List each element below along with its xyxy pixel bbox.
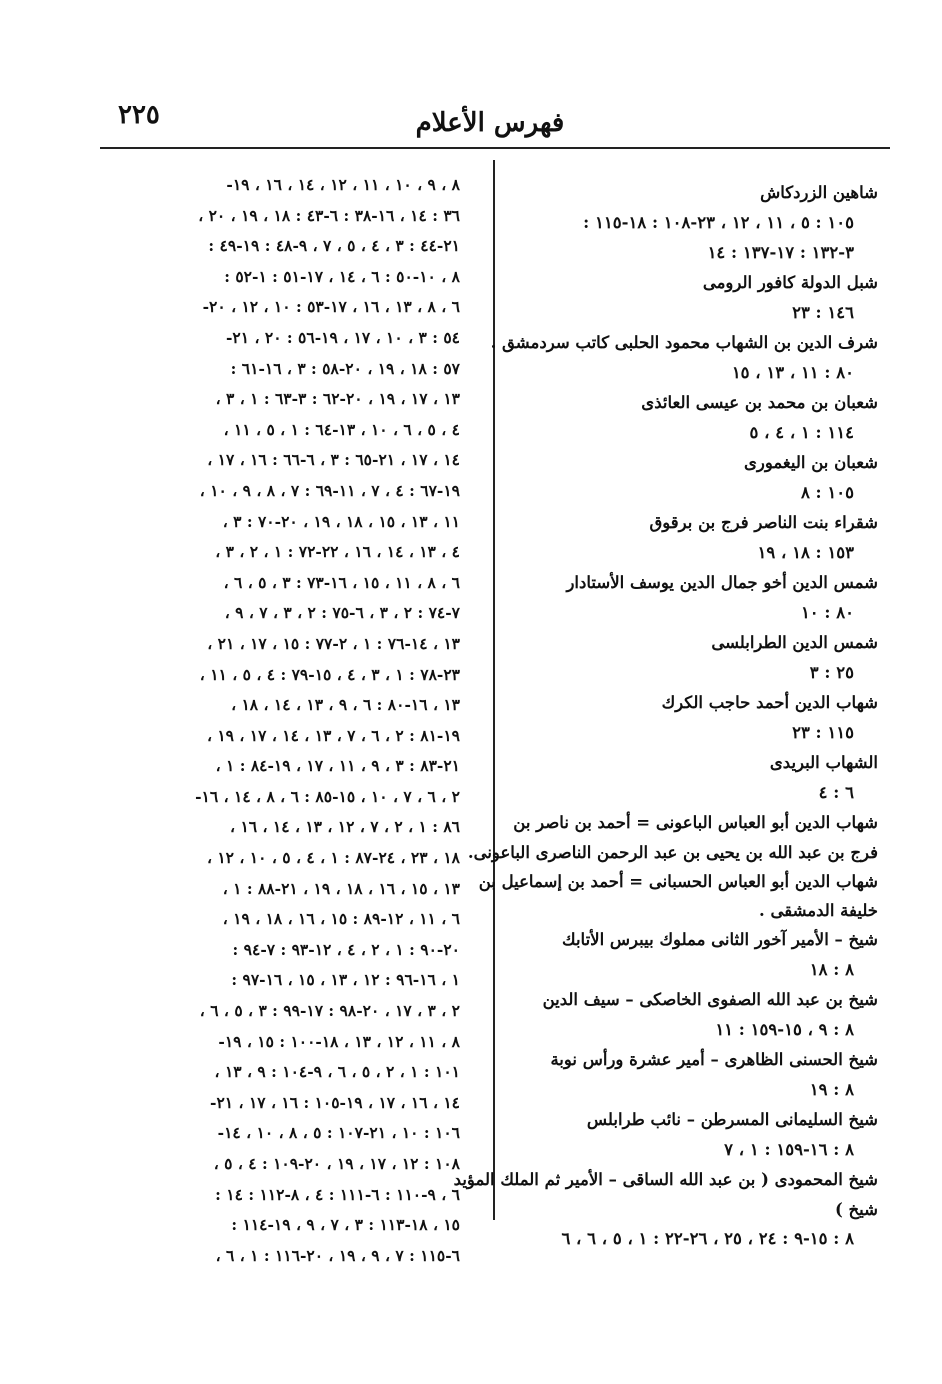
refs-line: ١٤ ، ١٧ ، ٢١-٦٥ : ٣ ، ٦-٦٦ : ١٦ ، ١٧ ، (207, 450, 460, 470)
refs-line: ٨ ، ١١ ، ١٢ ، ١٣ ، ١٨-١٠٠ : ١٥ ، ١٩- (218, 1031, 460, 1051)
refs-line: ١٠٦ : ١٠ ، ٢١-١٠٧ : ٥ ، ٨ ، ١٠ ، ١٤- (217, 1123, 460, 1143)
index-entry-continuation: فرج بن عبد الله بن يحيى بن عبد الرحمن الناصرى الباعونى. (467, 843, 878, 862)
refs-line: ٣٦ : ١٤ ، ١٦-٣٨ : ٦-٤٣ : ١٨ ، ١٩ ، ٢٠ ، (198, 205, 460, 225)
refs-line: ٥٧ : ١٨ ، ١٩ ، ٢٠-٥٨ : ٣ ، ١٦-٦١ : (230, 358, 460, 378)
refs-line: ٧-٧٤ : ٢ ، ٣ ، ٦-٧٥ : ٢ ، ٣ ، ٧ ، ٩ ، (224, 603, 460, 623)
index-entry-name: شهاب الدين أحمد حاجب الكرك (661, 693, 878, 712)
index-entry-name: شيخ – الأمير آخور الثانى مملوك بيبرس الأتابك (562, 930, 878, 949)
refs-line: ٦ ، ٨ ، ١١ ، ١٥ ، ١٦-٧٣ : ٣ ، ٥ ، ٦ ، (223, 572, 460, 592)
refs-line: ١٩-٦٧ : ٤ ، ٧ ، ١١-٦٩ : ٧ ، ٨ ، ٩ ، ١٠ ، (199, 480, 460, 500)
index-entry-refs: ١٥٣ : ١٨ ، ١٩ (757, 543, 854, 562)
index-entry-name: شمس الدين الطرابلسى (711, 633, 878, 652)
refs-line: ٨ ، ٩ ، ١٠ ، ١١ ، ١٢ ، ١٤ ، ١٦ ، ١٩- (226, 175, 460, 194)
index-entry-refs: ٨ : ٩ ، ١٥-١٥٩ : ١١ (715, 1020, 854, 1039)
index-entry-refs: ١٠٥ : ٥ ، ١١ ، ١٢ ، ٢٣-١٠٨ : ١٨-١١٥ : (583, 213, 854, 232)
index-entry-name: شاهين الزردكاش (760, 183, 878, 202)
refs-line: ١٣ ، ١٥ ، ١٦ ، ١٨ ، ١٩ ، ٢١-٨٨ : ١ ، (222, 878, 460, 898)
refs-line: ١٥ ، ١٨-١١٣ : ٣ ، ٧ ، ٩ ، ١٩-١١٤ : (231, 1215, 460, 1235)
index-entry-name: شيخ الحسنى الظاهرى – أمير عشرة ورأس نوبة (550, 1050, 878, 1069)
refs-line: ٦ ، ١١ ، ١٢-٨٩ : ١٥ ، ١٦ ، ١٨ ، ١٩ ، (222, 909, 460, 929)
index-entry-refs: ١١٥ : ٢٣ (792, 723, 854, 742)
refs-line: ٢ ، ٦ ، ٧ ، ١٠ ، ١٥-٨٥ : ٦ ، ٨ ، ١٤ ، ١٦- (195, 786, 460, 806)
refs-line: ٥٤ : ٣ ، ١٠ ، ١٧ ، ١٩-٥٦ : ٢٠ ، ٢١- (225, 327, 460, 347)
index-entry-name: شعبان بن محمد بن عيسى العائذى (641, 393, 878, 412)
index-entry-refs: ٨٠ : ١٠ (800, 603, 854, 622)
left-column (100, 170, 460, 1271)
refs-line: ٨ ، ١٠-٥٠ : ٦ ، ١٤ ، ١٧-٥١ : ١-٥٢ : (224, 266, 460, 286)
index-entry-refs: ١٠٥ : ٨ (800, 483, 854, 502)
index-entry-refs: ٨ : ١٩ (809, 1080, 854, 1099)
refs-line: ١٤ ، ١٦ ، ١٧ ، ١٩-١٠٥ : ١٦ ، ١٧ ، ٢١- (210, 1092, 460, 1112)
index-entry-continuation: خليفة الدمشقى . (759, 901, 878, 920)
index-entry-refs: ٨ : ١٦-١٥٩ : ١ ، ٧ (724, 1140, 854, 1159)
index-entry-refs: ٢٥ : ٣ (809, 663, 854, 682)
refs-line: ٤ ، ٥ ، ٦ ، ١٠ ، ١٣-٦٤ : ١ ، ٥ ، ١١ ، (223, 419, 460, 439)
index-entry-name: شبل الدولة كافور الرومى (702, 273, 878, 292)
index-entry-continuation: شيخ ) (834, 1200, 878, 1219)
refs-line: ٤ ، ١٣ ، ١٤ ، ١٦ ، ٢٢-٧٢ : ١ ، ٢ ، ٣ ، (215, 542, 460, 562)
refs-line: ٦ ، ٩-١١٠ : ٦-١١١ : ٤ ، ٨-١١٢ : ١٤ : (215, 1184, 460, 1204)
index-entry-refs: ٨ : ١٨ (809, 960, 854, 979)
index-entry-refs: ٨ : ١٥-٩ : ٢٤ ، ٢٥ ، ٢٦-٢٢ : ١ ، ٥ ، ٦ ، ٦ (561, 1229, 854, 1248)
right-column (453, 178, 878, 1254)
refs-line: ٦ ، ٨ ، ١٣ ، ١٦ ، ١٧-٥٣ : ١٠ ، ١٢ ، ٢٠- (202, 297, 460, 317)
index-entry-name: شيخ السليمانى المسرطن – نائب طرابلس (586, 1110, 878, 1129)
refs-line: ١ ، ١٦-٩٦ : ١٢ ، ١٣ ، ١٥ ، ١٦-٩٧ : (231, 970, 460, 990)
refs-line: ٢ ، ٣ ، ١٧ ، ٢٠-٩٨ : ١٧-٩٩ : ٣ ، ٥ ، ٦ ، (199, 1001, 460, 1021)
page-number: ٢٢٥ (118, 100, 160, 130)
refs-line: ١٣ ، ١٧ ، ١٩ ، ٢٠-٦٢ : ٣-٦٣ : ١ ، ٣ ، (215, 389, 460, 409)
index-entry-refs: ٦ : ٤ (818, 783, 854, 802)
index-entry-refs: ٣-١٣٢ : ١٧-١٣٧ : ١٤ (707, 243, 854, 262)
index-entry-name: شمس الدين أخو جمال الدين يوسف الأستادار (566, 573, 878, 592)
index-entry-name: شعبان بن اليغمورى (743, 453, 878, 472)
index-entry-name: شرف الدين بن الشهاب محمود الحلبى كاتب سردمشق . (490, 333, 878, 352)
refs-line: ١٣ ، ١٦-٨٠ : ٦ ، ٩ ، ١٣ ، ١٤ ، ١٨ ، (231, 695, 460, 715)
refs-line: ١١ ، ١٣ ، ١٥ ، ١٨ ، ١٩ ، ٢٠-٧٠ : ٣ ، (222, 511, 460, 531)
index-entry-name: شقراء بنت الناصر فرج بن برقوق (649, 513, 878, 532)
index-entry-name: شيخ بن عبد الله الصفوى الخاصكى – سيف الدين (542, 990, 878, 1009)
refs-line: ٢١-٨٣ : ٣ ، ٩ ، ١١ ، ١٧ ، ١٩-٨٤ : ١ ، (215, 756, 460, 776)
refs-line: ٦-١١٥ : ٧ ، ٩ ، ١٩ ، ٢٠-١١٦ : ١ ، ٦ ، (215, 1245, 460, 1265)
index-entry-name: الشهاب البريدى (769, 753, 878, 772)
page-title: فهرس الأعلام (415, 108, 565, 138)
index-entry-continuation: شهاب الدين أبو العباس الحسبانى = أحمد بن إسماعيل بن (478, 872, 878, 891)
index-entry-refs: ١١٤ : ١ ، ٤ ، ٥ (749, 423, 854, 442)
header-rule (100, 147, 890, 149)
refs-line: ١٠١ : ١ ، ٢ ، ٥ ، ٦ ، ٩-١٠٤ : ٩ ، ١٣ ، (214, 1062, 460, 1082)
index-entry-refs: ٨٠ : ١١ ، ١٣ ، ١٥ (731, 363, 854, 382)
refs-line: ١٠٨ : ١٢ ، ١٧ ، ١٩ ، ٢٠-١٠٩ : ٤ ، ٥ ، (213, 1154, 460, 1173)
refs-line: ٢٣-٧٨ : ١ ، ٣ ، ٤ ، ١٥-٧٩ : ٤ ، ٥ ، ١١ ، (199, 664, 460, 684)
refs-line: ٨٦ : ١ ، ٢ ، ٧ ، ١٢ ، ١٣ ، ١٤ ، ١٦ ، (230, 817, 460, 837)
refs-line: ٢١-٤٤ : ٣ ، ٤ ، ٥ ، ٧ ، ٩-٤٨ : ١٩-٤٩ : (208, 236, 460, 256)
refs-line: ٢٠-٩٠ : ١ ، ٢ ، ٤ ، ١٢-٩٣ : ٧-٩٤ : (232, 939, 460, 959)
column-divider (493, 160, 495, 1220)
index-entry-refs: ١٤٦ : ٢٣ (792, 303, 854, 322)
index-entry-name: شيخ المحمودى ( بن عبد الله الساقى – الأمير ثم الملك المؤيد (453, 1170, 878, 1189)
refs-line: ١٣ ، ١٤-٧٦ : ١ ، ٢-٧٧ : ١٥ ، ١٧ ، ٢١ ، (207, 633, 460, 653)
refs-line: ١٩-٨١ : ٢ ، ٦ ، ٧ ، ١٣ ، ١٤ ، ١٧ ، ١٩ ، (206, 725, 460, 745)
index-entry-name: شهاب الدين أبو العباس الباعونى = أحمد بن ناصر بن (513, 813, 878, 832)
refs-line: ١٨ ، ٢٣ ، ٢٤-٨٧ : ١ ، ٤ ، ٥ ، ١٠ ، ١٢ ، (206, 848, 460, 868)
